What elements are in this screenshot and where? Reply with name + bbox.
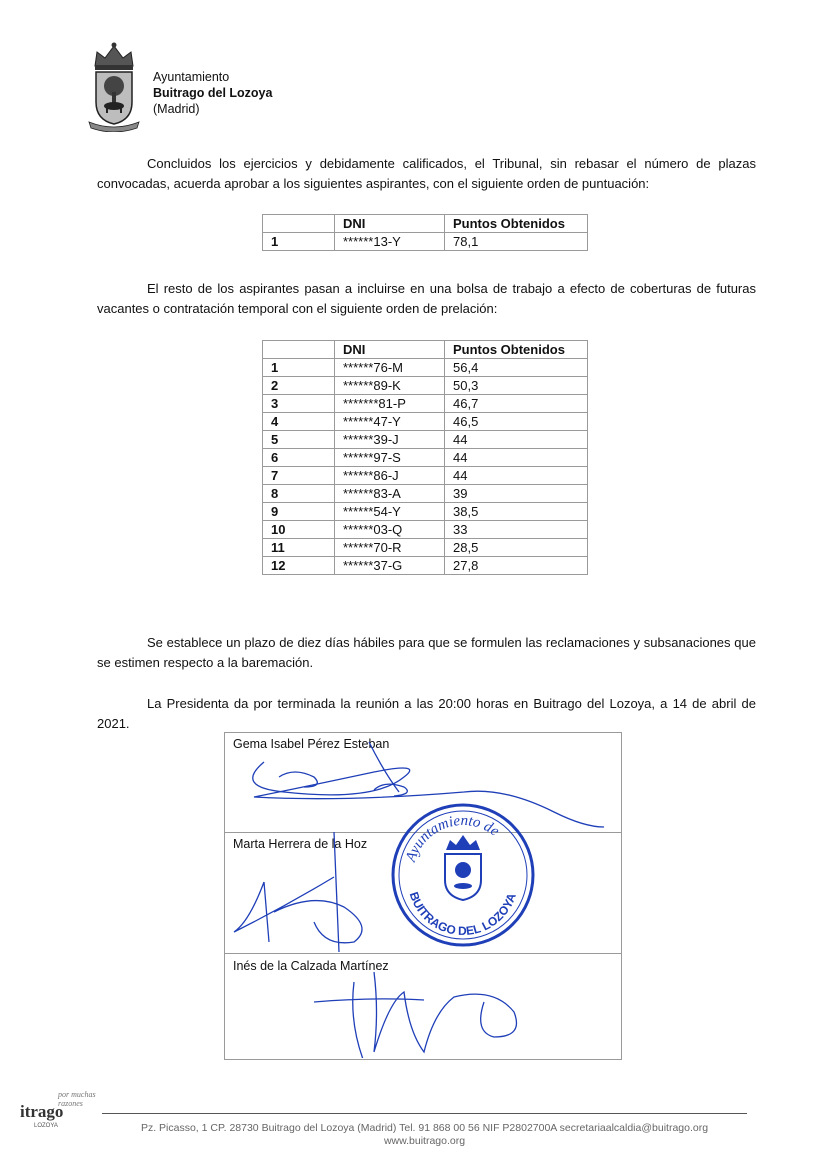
table-row <box>263 413 588 431</box>
signature-divider <box>225 953 621 954</box>
footer-contact <box>102 1122 747 1148</box>
table-row <box>263 485 588 503</box>
intro-text: Concluidos los ejercicios y debidamente calificados, el Tribunal, sin rebasar el número de plazas convocadas, acuerda aprobar a los siguientes aspirantes, con el siguiente orden de puntuación: <box>97 156 756 191</box>
cell-dni: ******47-Y <box>335 413 445 431</box>
table-header-row <box>263 341 588 359</box>
cell-puntos: 33 <box>445 521 588 539</box>
cell-dni: ******54-Y <box>335 503 445 521</box>
stamp-top-text: Ayuntamiento de <box>403 812 503 864</box>
table-row <box>263 233 588 251</box>
bolsa-table <box>262 340 588 575</box>
plazo-paragraph <box>97 633 756 673</box>
signatory-name-3: Inés de la Calzada Martínez <box>233 959 389 973</box>
table-row <box>263 467 588 485</box>
header-cell-puntos: Puntos Obtenidos <box>445 215 588 233</box>
cell-puntos: 46,5 <box>445 413 588 431</box>
cell-dni: ******13-Y <box>335 233 445 251</box>
cell-dni: ******03-Q <box>335 521 445 539</box>
cell-number: 7 <box>263 467 335 485</box>
bolsa-paragraph <box>97 279 756 319</box>
cell-puntos: 44 <box>445 467 588 485</box>
cell-dni: ******83-A <box>335 485 445 503</box>
table-row <box>263 503 588 521</box>
cell-puntos: 44 <box>445 449 588 467</box>
bolsa-text: El resto de los aspirantes pasan a incluirse en una bolsa de trabajo a efecto de coberturas de futuras vacantes o contratación temporal con el siguiente orden de prelación: <box>97 281 756 316</box>
cell-dni: ******97-S <box>335 449 445 467</box>
cell-number: 1 <box>263 233 335 251</box>
header-line-region: (Madrid) <box>153 102 200 116</box>
header-line-municipality: Buitrago del Lozoya <box>153 86 273 100</box>
table-row <box>263 359 588 377</box>
cell-dni: ******89-K <box>335 377 445 395</box>
cell-number: 6 <box>263 449 335 467</box>
cell-puntos: 28,5 <box>445 539 588 557</box>
table-row <box>263 431 588 449</box>
official-seal-icon <box>388 800 538 950</box>
cell-number: 4 <box>263 413 335 431</box>
svg-text:BUITRAGO DEL LOZOYA <box>407 890 519 938</box>
cell-puntos: 27,8 <box>445 557 588 575</box>
cell-number: 3 <box>263 395 335 413</box>
table-row <box>263 521 588 539</box>
municipal-crest-icon <box>85 40 143 132</box>
intro-paragraph <box>97 154 756 194</box>
table-row <box>263 557 588 575</box>
table-row <box>263 395 588 413</box>
header-cell-puntos: Puntos Obtenidos <box>445 341 588 359</box>
cell-number: 10 <box>263 521 335 539</box>
stamp-bottom-text: BUITRAGO DEL LOZOYA <box>406 890 519 939</box>
header-cell-dni: DNI <box>335 341 445 359</box>
cell-number: 1 <box>263 359 335 377</box>
cell-puntos: 78,1 <box>445 233 588 251</box>
cell-dni: ******37-G <box>335 557 445 575</box>
header-cell-dni: DNI <box>335 215 445 233</box>
cell-dni: *******81-P <box>335 395 445 413</box>
header-cell-number <box>263 341 335 359</box>
cell-number: 12 <box>263 557 335 575</box>
municipality-header <box>153 69 272 117</box>
cell-puntos: 38,5 <box>445 503 588 521</box>
cell-puntos: 56,4 <box>445 359 588 377</box>
footer-logo-word: itrago <box>20 1102 64 1121</box>
footer-logo-tagline: por muchas razones <box>58 1090 96 1108</box>
table-row <box>263 539 588 557</box>
cell-puntos: 50,3 <box>445 377 588 395</box>
footer-logo <box>14 1090 104 1140</box>
cell-number: 9 <box>263 503 335 521</box>
cell-puntos: 46,7 <box>445 395 588 413</box>
cell-dni: ******76-M <box>335 359 445 377</box>
footer-address-text: Pz. Picasso, 1 CP. 28730 Buitrago del Lozoya (Madrid) Tel. 91 868 00 56 NIF P2802700A secretariaalcaldia@buitrago.org <box>140 1122 709 1134</box>
header-cell-number <box>263 215 335 233</box>
cell-dni: ******39-J <box>335 431 445 449</box>
approved-table <box>262 214 588 251</box>
header-line-ayuntamiento: Ayuntamiento <box>153 70 230 84</box>
cell-number: 5 <box>263 431 335 449</box>
plazo-text: Se establece un plazo de diez días hábiles para que se formulen las reclamaciones y subsanaciones que se estimen respecto a la baremación. <box>97 635 756 670</box>
cierre-text: La Presidenta da por terminada la reunión a las 20:00 horas en Buitrago del Lozoya, a 14 de abril de 2021. <box>97 696 756 731</box>
table-header-row <box>263 215 588 233</box>
footer-website-link[interactable]: www.buitrago.org <box>383 1135 466 1147</box>
cell-number: 2 <box>263 377 335 395</box>
cell-number: 11 <box>263 539 335 557</box>
cell-puntos: 44 <box>445 431 588 449</box>
cell-dni: ******70-R <box>335 539 445 557</box>
cierre-paragraph <box>97 694 756 734</box>
cell-number: 8 <box>263 485 335 503</box>
footer-logo-sub: LOZOYA <box>34 1123 58 1129</box>
table-row <box>263 449 588 467</box>
cell-dni: ******86-J <box>335 467 445 485</box>
signatory-name-2: Marta Herrera de la Hoz <box>233 837 368 851</box>
cell-puntos: 39 <box>445 485 588 503</box>
table-row <box>263 377 588 395</box>
footer-divider <box>102 1113 747 1114</box>
signatory-name-1: Gema Isabel Pérez Esteban <box>233 737 390 751</box>
